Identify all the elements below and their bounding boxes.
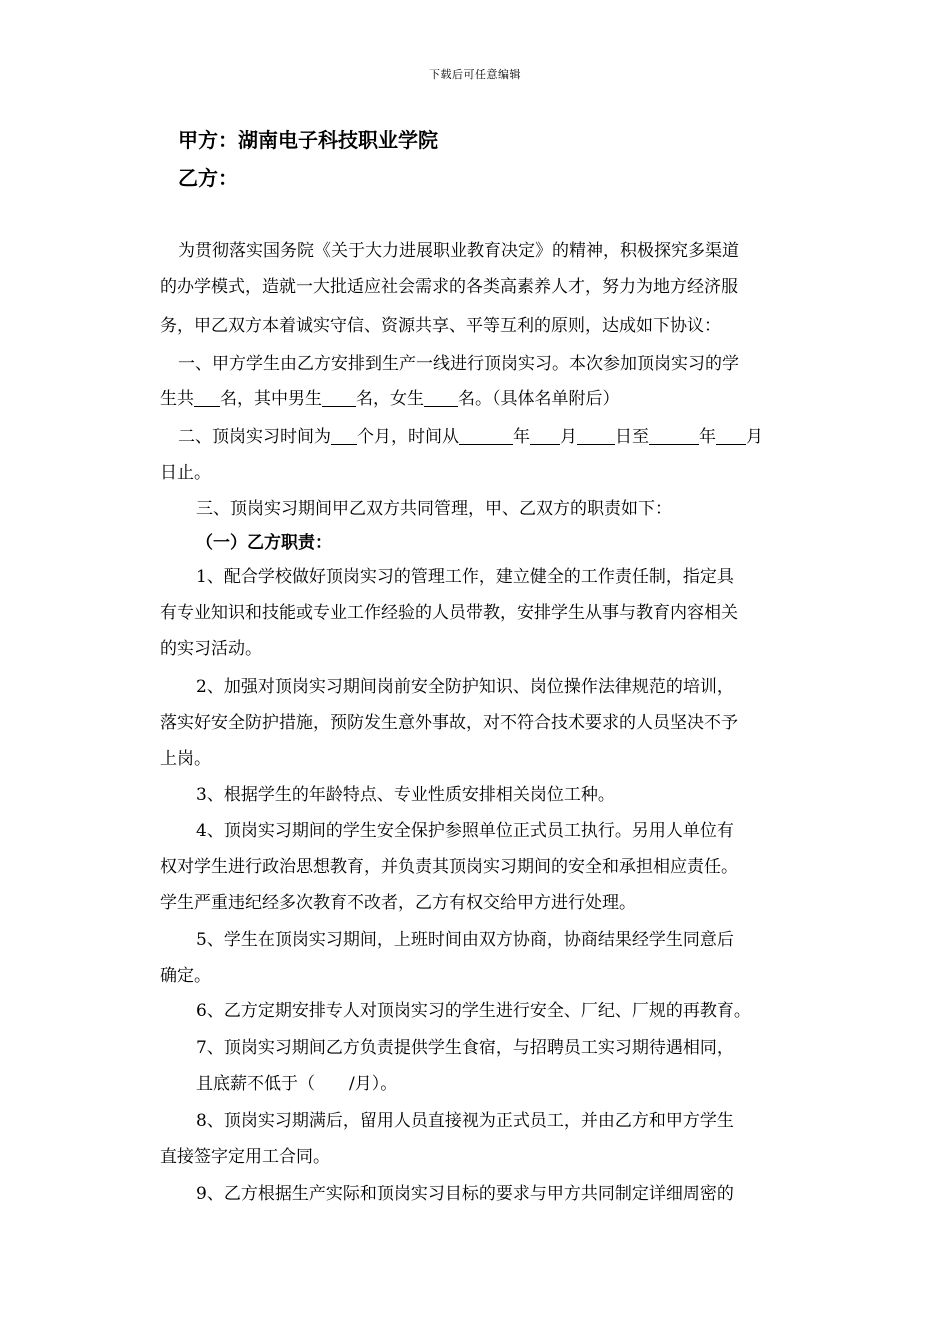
item-4-line-2: 权对学生进行政治思想教育，并负责其顶岗实习期间的安全和承担相应责任。 [160, 857, 738, 877]
start-year-blank[interactable] [459, 426, 513, 445]
item-5-line-1: 5、学生在顶岗实习期间，上班时间由双方协商，协商结果经学生同意后 [196, 930, 734, 950]
female-count-blank[interactable] [424, 388, 458, 407]
item-9-line-1: 9、乙方根据生产实际和顶岗实习目标的要求与甲方共同制定详细周密的 [196, 1184, 734, 1204]
clause-2-text-c: 年 [513, 427, 530, 447]
clause-2-line-1 [178, 422, 763, 447]
clause-1-line-1: 一、甲方学生由乙方安排到生产一线进行顶岗实习。本次参加顶岗实习的学 [178, 354, 739, 374]
item-6: 6、乙方定期安排专人对顶岗实习的学生进行安全、厂纪、厂规的再教育。 [196, 1001, 751, 1021]
item-7-line-2: 且底薪不低于（ /月）。 [196, 1074, 398, 1094]
item-2-line-2: 落实好安全防护措施，预防发生意外事故，对不符合技术要求的人员坚决不予 [160, 713, 738, 733]
intro-line-2: 的办学模式，造就一大批适应社会需求的各类高素养人才，努力为地方经济服 [160, 277, 738, 297]
clause-1-text-b: 名，其中男生 [220, 389, 322, 409]
end-month-blank[interactable] [716, 426, 746, 445]
clause-1-text-d: 名。（具体名单附后） [458, 389, 620, 409]
clause-2-text-g: 月 [746, 427, 763, 447]
page-header: 下载后可任意编辑 [429, 68, 521, 81]
item-1-line-1: 1、配合学校做好顶岗实习的管理工作，建立健全的工作责任制，指定具 [196, 567, 734, 587]
clause-2-text-d: 月 [560, 427, 577, 447]
item-2-line-3: 上岗。 [160, 749, 211, 769]
item-1-line-2: 有专业知识和技能或专业工作经验的人员带教，安排学生从事与教育内容相关 [160, 603, 738, 623]
end-year-blank[interactable] [649, 426, 699, 445]
item-5-line-2: 确定。 [160, 966, 211, 986]
clause-1-text-a: 生共 [160, 389, 194, 409]
item-8-line-1: 8、顶岗实习期满后，留用人员直接视为正式员工，并由乙方和甲方学生 [196, 1111, 734, 1131]
clause-2-line-2: 日止。 [160, 463, 211, 483]
item-2-line-1: 2、加强对顶岗实习期间岗前安全防护知识、岗位操作法律规范的培训， [196, 677, 734, 697]
party-a-line: 甲方：湖南电子科技职业学院 [178, 128, 438, 152]
intro-line-3: 务，甲乙双方本着诚实守信、资源共享、平等互利的原则，达成如下协议： [160, 316, 721, 336]
clause-2-text-f: 年 [699, 427, 716, 447]
item-4-line-1: 4、顶岗实习期间的学生安全保护参照单位正式员工执行。另用人单位有 [196, 821, 734, 841]
item-8-line-2: 直接签字定用工合同。 [160, 1147, 330, 1167]
clause-3: 三、顶岗实习期间甲乙双方共同管理，甲、乙双方的职责如下： [196, 499, 672, 519]
item-7-line-1: 7、顶岗实习期间乙方负责提供学生食宿，与招聘员工实习期待遇相同， [196, 1038, 734, 1058]
party-b-line: 乙方： [178, 166, 238, 190]
start-month-blank[interactable] [530, 426, 560, 445]
item-4-line-3: 学生严重违纪经多次教育不改者，乙方有权交给甲方进行处理。 [160, 893, 636, 913]
item-1-line-3: 的实习活动。 [160, 639, 262, 659]
start-day-blank[interactable] [577, 426, 615, 445]
clause-1-line-2 [160, 384, 620, 409]
item-3: 3、根据学生的年龄特点、专业性质安排相关岗位工种。 [196, 785, 615, 805]
clause-2-text-b: 个月，时间从 [357, 427, 459, 447]
total-count-blank[interactable] [194, 388, 220, 407]
intro-line-1: 为贯彻落实国务院《关于大力进展职业教育决定》的精神，积极探究多渠道 [178, 241, 739, 261]
duration-months-blank[interactable] [331, 426, 357, 445]
clause-2-text-a: 二、顶岗实习时间为 [178, 427, 331, 447]
clause-2-text-e: 日至 [615, 427, 649, 447]
clause-1-text-c: 名，女生 [356, 389, 424, 409]
section-b-title: （一）乙方职责： [196, 533, 332, 553]
male-count-blank[interactable] [322, 388, 356, 407]
